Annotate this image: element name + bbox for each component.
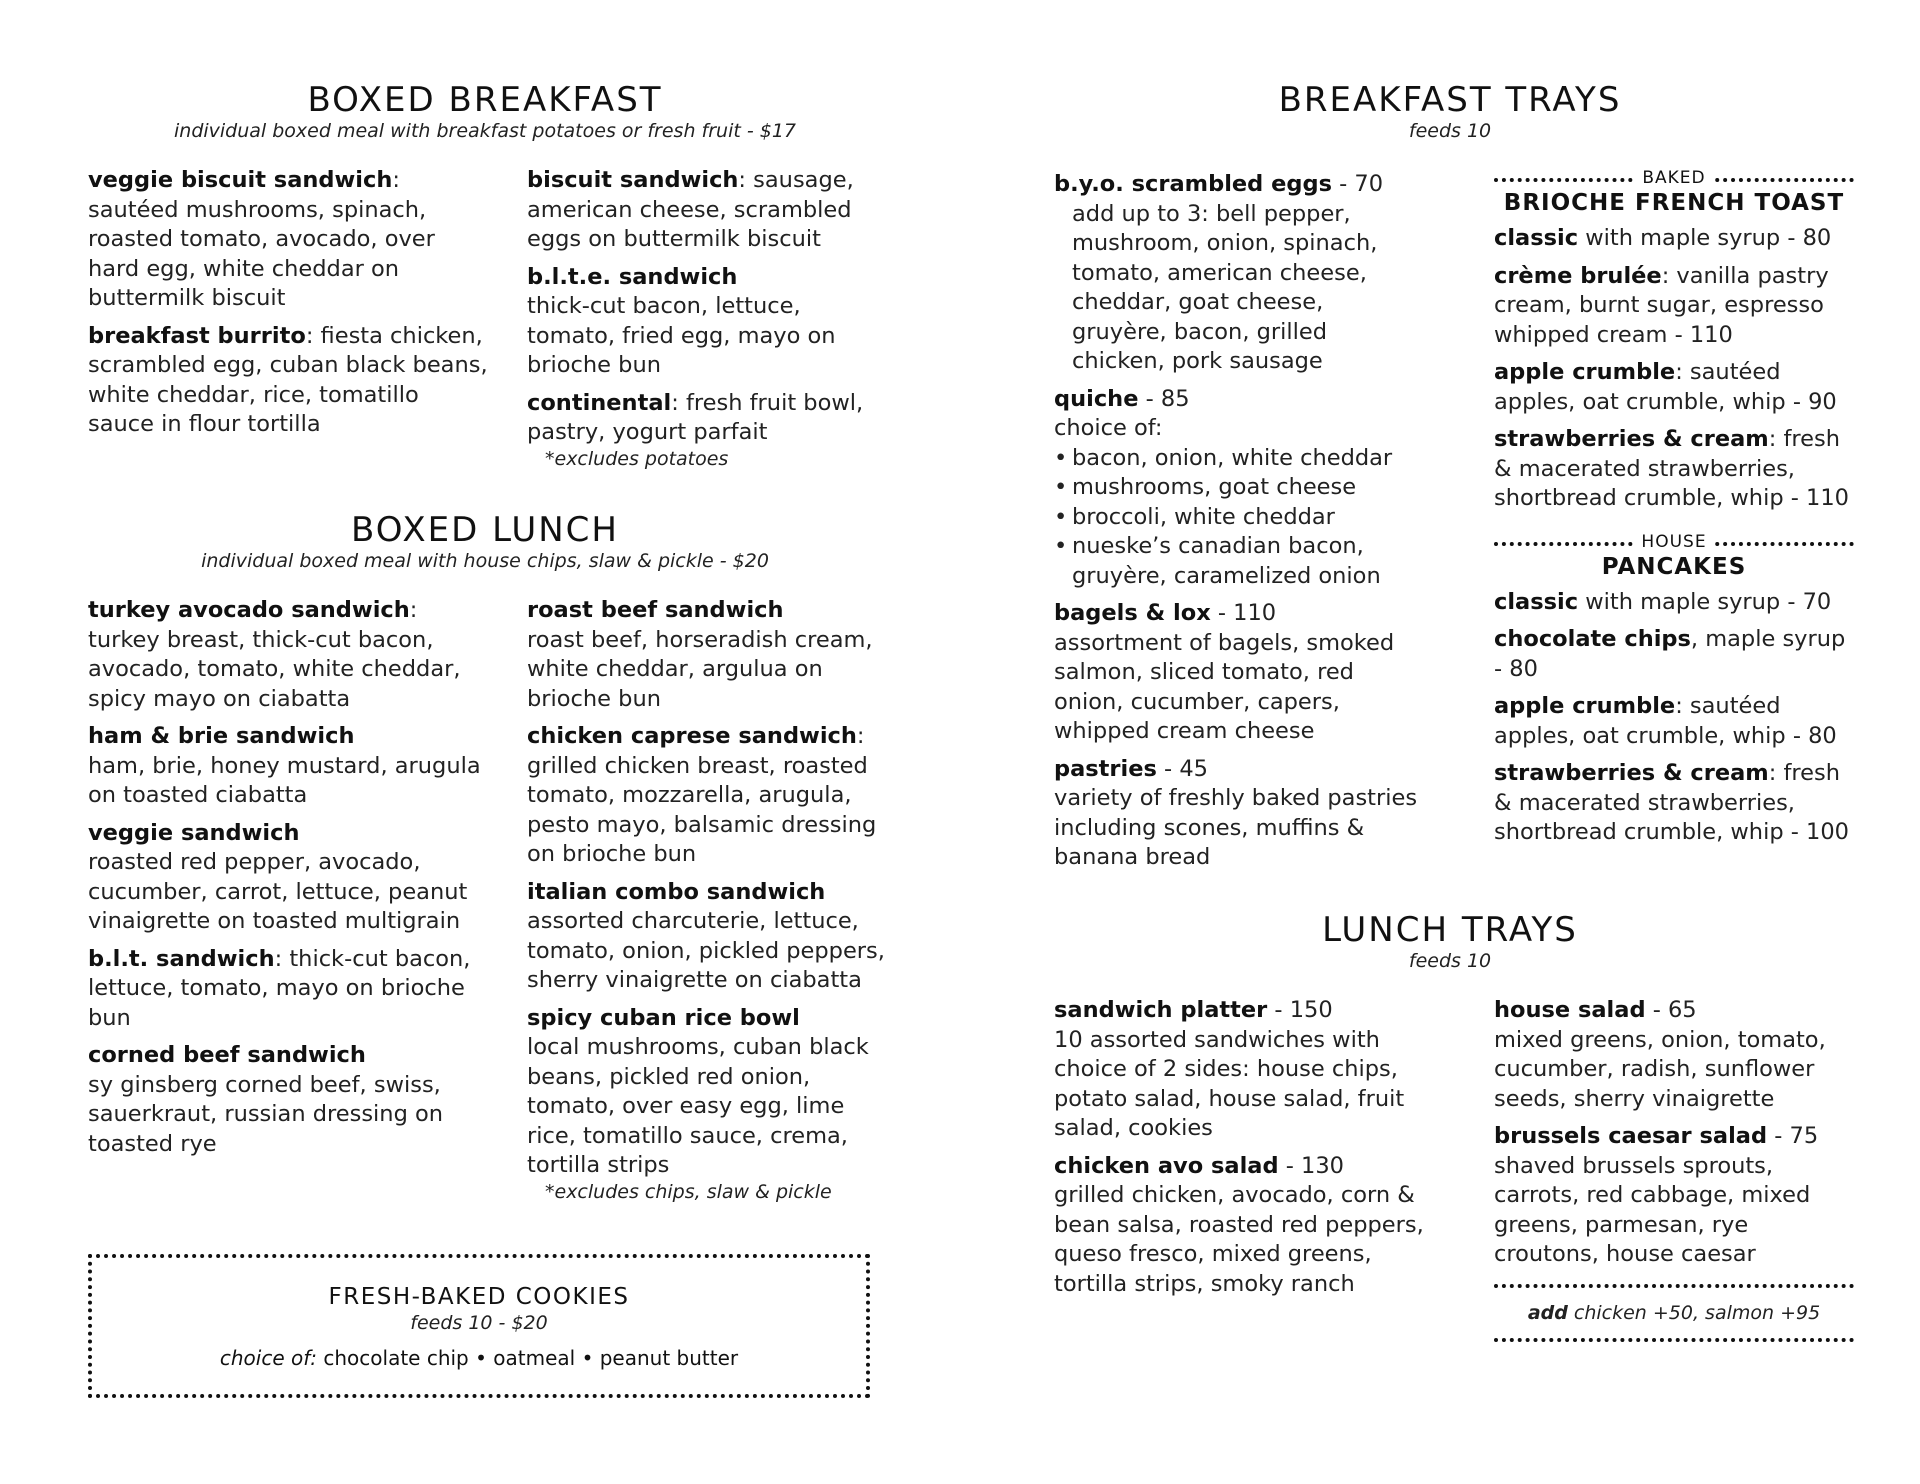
item-price: - 85 (1138, 385, 1190, 412)
menu-item (88, 945, 488, 1034)
item-desc: add up to 3: bell pepper, mushroom, onion, spinach, tomato, american cheese, cheddar, goat cheese, gruyère, bacon, grilled chicken, pork sausage (1072, 200, 1378, 374)
item-price: - 130 (1278, 1152, 1344, 1179)
item-desc: fiesta chicken, scrambled egg, cuban black beans, white cheddar, rice, tomatillo sauce in flour tortilla (88, 322, 488, 437)
cookie-option: oatmeal (493, 1346, 576, 1370)
item-desc: turkey breast, thick-cut bacon, avocado, tomato, white cheddar, spicy mayo on ciabatta (88, 626, 461, 712)
item-name: pastries (1054, 755, 1157, 782)
cookies-subtitle: feeds 10 - $20 (410, 1312, 548, 1334)
item-desc: mixed greens, onion, tomato, cucumber, radish, sunflower seeds, sherry vinaigrette (1494, 1026, 1826, 1112)
boxed-lunch-col1 (88, 596, 488, 1167)
item-desc: assortment of bagels, smoked salmon, sliced tomato, red onion, cucumber, capers, whipped cream cheese (1054, 629, 1395, 744)
item-desc: fresh fruit bowl, pastry, yogurt parfait (527, 389, 864, 445)
item-desc: , maple syrup - 80 (1494, 626, 1846, 682)
pancakes-kicker-row (1494, 532, 1854, 554)
item-desc: roast beef, horseradish cream, white cheddar, argulua on brioche bun (527, 626, 873, 712)
item-name: veggie biscuit sandwich (88, 167, 393, 193)
item-name: italian combo sandwich (527, 878, 826, 905)
menu-item (88, 596, 488, 714)
list-item: • bacon, onion, white cheddar (1054, 444, 1424, 474)
item-name: strawberries & cream (1494, 760, 1769, 786)
item-name: classic (1494, 225, 1579, 251)
french-toast-kicker: BAKED (1636, 168, 1711, 188)
list-item: • mushrooms, goat cheese (1054, 473, 1424, 503)
item-name: corned beef sandwich (88, 1042, 366, 1068)
menu-item (1494, 996, 1854, 1114)
item-desc: local mushrooms, cuban black beans, pickled red onion, tomato, over easy egg, lime rice, tomatillo sauce, crema, tortilla strips (527, 1034, 869, 1178)
menu-item (88, 819, 488, 937)
item-desc: 10 assorted sandwiches with choice of 2 sides: house chips, potato salad, house salad, fruit salad, cookies (1054, 1026, 1405, 1141)
quiche-options (1054, 444, 1424, 592)
menu-item (527, 166, 887, 255)
item-name: b.y.o. scrambled eggs (1054, 171, 1332, 197)
item-name: apple crumble (1494, 359, 1676, 385)
item-sep: : (305, 322, 314, 349)
breakfast-trays-col1 (1054, 170, 1424, 881)
item-name: brussels caesar salad (1494, 1123, 1768, 1149)
item-desc: sautéed mushrooms, spinach, roasted tomato, avocado, over hard egg, white cheddar on buttermilk biscuit (88, 196, 435, 311)
breakfast-trays-title: BREAKFAST TRAYS (1278, 80, 1622, 120)
item-name: house salad (1494, 997, 1646, 1023)
item-name: ham & brie sandwich (88, 723, 355, 749)
item-desc: thick-cut bacon, lettuce, tomato, mayo on brioche bun (88, 945, 471, 1031)
menu-item (1494, 425, 1854, 514)
cookies-choice-label: choice of: (219, 1346, 318, 1370)
cookies-choices (92, 1346, 866, 1370)
boxed-lunch-col2 (527, 596, 887, 1203)
item-name: continental (527, 389, 672, 416)
menu-item (527, 722, 887, 870)
dotted-divider (1494, 1338, 1854, 1342)
item-price: - 65 (1645, 997, 1697, 1023)
menu-item (1054, 755, 1424, 873)
item-name: turkey avocado sandwich (88, 597, 410, 623)
bullet-separator: • (475, 1346, 487, 1370)
dotted-divider (1494, 1284, 1854, 1288)
item-name: biscuit sandwich (527, 167, 739, 193)
lunch-trays-subtitle: feeds 10 (1408, 950, 1492, 972)
menu-item (1054, 996, 1424, 1144)
french-toast-title: BRIOCHE FRENCH TOAST (1503, 190, 1845, 216)
item-desc: assorted charcuterie, lettuce, tomato, onion, pickled peppers, sherry vinaigrette on ciabatta (527, 908, 885, 993)
boxed-breakfast-note: *excludes potatoes (545, 447, 729, 470)
menu-item (1494, 625, 1854, 684)
menu-item (1054, 170, 1424, 377)
item-desc: grilled chicken breast, roasted tomato, mozzarella, arugula, pesto mayo, balsamic dressing on brioche bun (527, 752, 877, 867)
pancakes-title: PANCAKES (1601, 553, 1747, 580)
item-desc: grilled chicken, avocado, corn & bean salsa, roasted red peppers, queso fresco, mixed greens, tortilla strips, smoky ranch (1054, 1182, 1424, 1297)
item-sep: : (738, 167, 747, 193)
menu-item (1494, 358, 1854, 417)
list-item: • broccoli, white cheddar (1054, 503, 1424, 533)
item-desc: : sautéed apples, oat crumble, whip - 80 (1494, 693, 1837, 749)
lunch-trays-col1 (1054, 996, 1424, 1307)
item-name: crème brulée (1494, 262, 1662, 289)
menu-item (88, 166, 488, 314)
boxed-lunch-note: *excludes chips, slaw & pickle (545, 1180, 832, 1203)
item-name: chocolate chips (1494, 626, 1691, 652)
menu-item (88, 722, 488, 811)
item-desc: thick-cut bacon, lettuce, tomato, fried egg, mayo on brioche bun (527, 293, 836, 378)
item-name: roast beef sandwich (527, 597, 784, 623)
cookies-title: FRESH-BAKED COOKIES (328, 1284, 630, 1310)
item-name: strawberries & cream (1494, 426, 1769, 452)
breakfast-trays-subtitle: feeds 10 (1408, 120, 1492, 142)
item-name: breakfast burrito (88, 322, 306, 349)
item-sep: : (392, 167, 400, 193)
item-desc: : vanilla pastry cream, burnt sugar, espresso whipped cream - 110 (1494, 262, 1829, 348)
item-desc: roasted red pepper, avocado, cucumber, carrot, lettuce, peanut vinaigrette on toasted multigrain (88, 849, 468, 934)
menu-item (88, 1041, 488, 1159)
menu-item (527, 1004, 887, 1181)
item-price: - 45 (1156, 755, 1208, 782)
item-desc: sy ginsberg corned beef, swiss, sauerkraut, russian dressing on toasted rye (88, 1071, 444, 1157)
menu-item (527, 596, 887, 714)
item-name: chicken caprese sandwich (527, 723, 857, 749)
addon-note (1494, 1302, 1854, 1324)
item-name: b.l.t.e. sandwich (527, 263, 738, 290)
item-price: - 150 (1267, 997, 1333, 1023)
item-name: classic (1494, 588, 1579, 615)
menu-item (1494, 1122, 1854, 1270)
menu-item (527, 389, 887, 448)
item-desc: with maple syrup - 70 (1578, 588, 1832, 615)
boxed-lunch-subtitle: individual boxed meal with house chips, slaw & pickle - $20 (201, 550, 769, 572)
item-sep: : (409, 597, 418, 623)
menu-item (1494, 262, 1854, 351)
french-toast-kicker-row (1494, 168, 1854, 190)
menu-item (1494, 588, 1854, 618)
item-sep: : (856, 723, 865, 749)
item-desc: shaved brussels sprouts, carrots, red cabbage, mixed greens, parmesan, rye croutons, house caesar (1494, 1152, 1811, 1267)
cookies-box (88, 1254, 870, 1398)
list-item: • nueske’s canadian bacon, gruyère, caramelized onion (1054, 532, 1424, 591)
menu-item (88, 322, 488, 440)
menu-item (1054, 385, 1424, 592)
item-name: bagels & lox (1054, 600, 1211, 626)
item-desc: ham, brie, honey mustard, arugula on toasted ciabatta (88, 752, 481, 808)
item-name: veggie sandwich (88, 819, 300, 846)
item-intro: choice of: (1054, 415, 1163, 441)
cookie-option: peanut butter (599, 1346, 739, 1370)
lunch-trays-col2 (1494, 996, 1854, 1342)
boxed-breakfast-title: BOXED BREAKFAST (307, 80, 663, 120)
item-name: apple crumble (1494, 693, 1676, 719)
item-price: - 70 (1331, 171, 1384, 197)
addon-lead: add (1527, 1301, 1568, 1324)
boxed-breakfast-subtitle: individual boxed meal with breakfast potatoes or fresh fruit - $17 (174, 120, 796, 142)
item-price: - 75 (1767, 1123, 1819, 1149)
menu-item (1494, 692, 1854, 751)
item-name: quiche (1054, 385, 1139, 412)
item-desc: with maple syrup - 80 (1578, 225, 1832, 251)
pancakes-kicker: HOUSE (1635, 532, 1712, 552)
boxed-breakfast-col1 (88, 166, 488, 448)
item-price: - 110 (1210, 600, 1277, 626)
lunch-trays-title: LUNCH TRAYS (1322, 910, 1578, 950)
item-sep: : (274, 945, 283, 972)
item-desc: : fresh & macerated strawberries, shortbread crumble, whip - 110 (1494, 426, 1849, 511)
item-desc: : sautéed apples, oat crumble, whip - 90 (1494, 359, 1837, 415)
item-sep: : (671, 389, 679, 416)
item-desc: : fresh & macerated strawberries, shortbread crumble, whip - 100 (1494, 760, 1849, 845)
menu-item (1054, 1152, 1424, 1300)
boxed-breakfast-col2 (527, 166, 887, 470)
menu-item (527, 878, 887, 996)
menu-item (527, 263, 887, 381)
bullet-separator: • (581, 1346, 594, 1370)
item-name: spicy cuban rice bowl (527, 1004, 800, 1031)
cookie-option: chocolate chip (323, 1346, 469, 1370)
item-desc: variety of freshly baked pastries including scones, muffins & banana bread (1054, 785, 1418, 870)
menu-item (1494, 759, 1854, 848)
item-name: b.l.t. sandwich (88, 945, 275, 972)
menu-item (1494, 224, 1854, 254)
boxed-lunch-title: BOXED LUNCH (351, 510, 619, 550)
menu-item (1054, 599, 1424, 747)
addon-text: chicken +50, salmon +95 (1567, 1301, 1821, 1324)
item-name: sandwich platter (1054, 997, 1268, 1023)
item-desc: sausage, american cheese, scrambled eggs on buttermilk biscuit (527, 167, 854, 252)
item-name: chicken avo salad (1054, 1152, 1279, 1179)
breakfast-trays-col2 (1494, 168, 1854, 856)
